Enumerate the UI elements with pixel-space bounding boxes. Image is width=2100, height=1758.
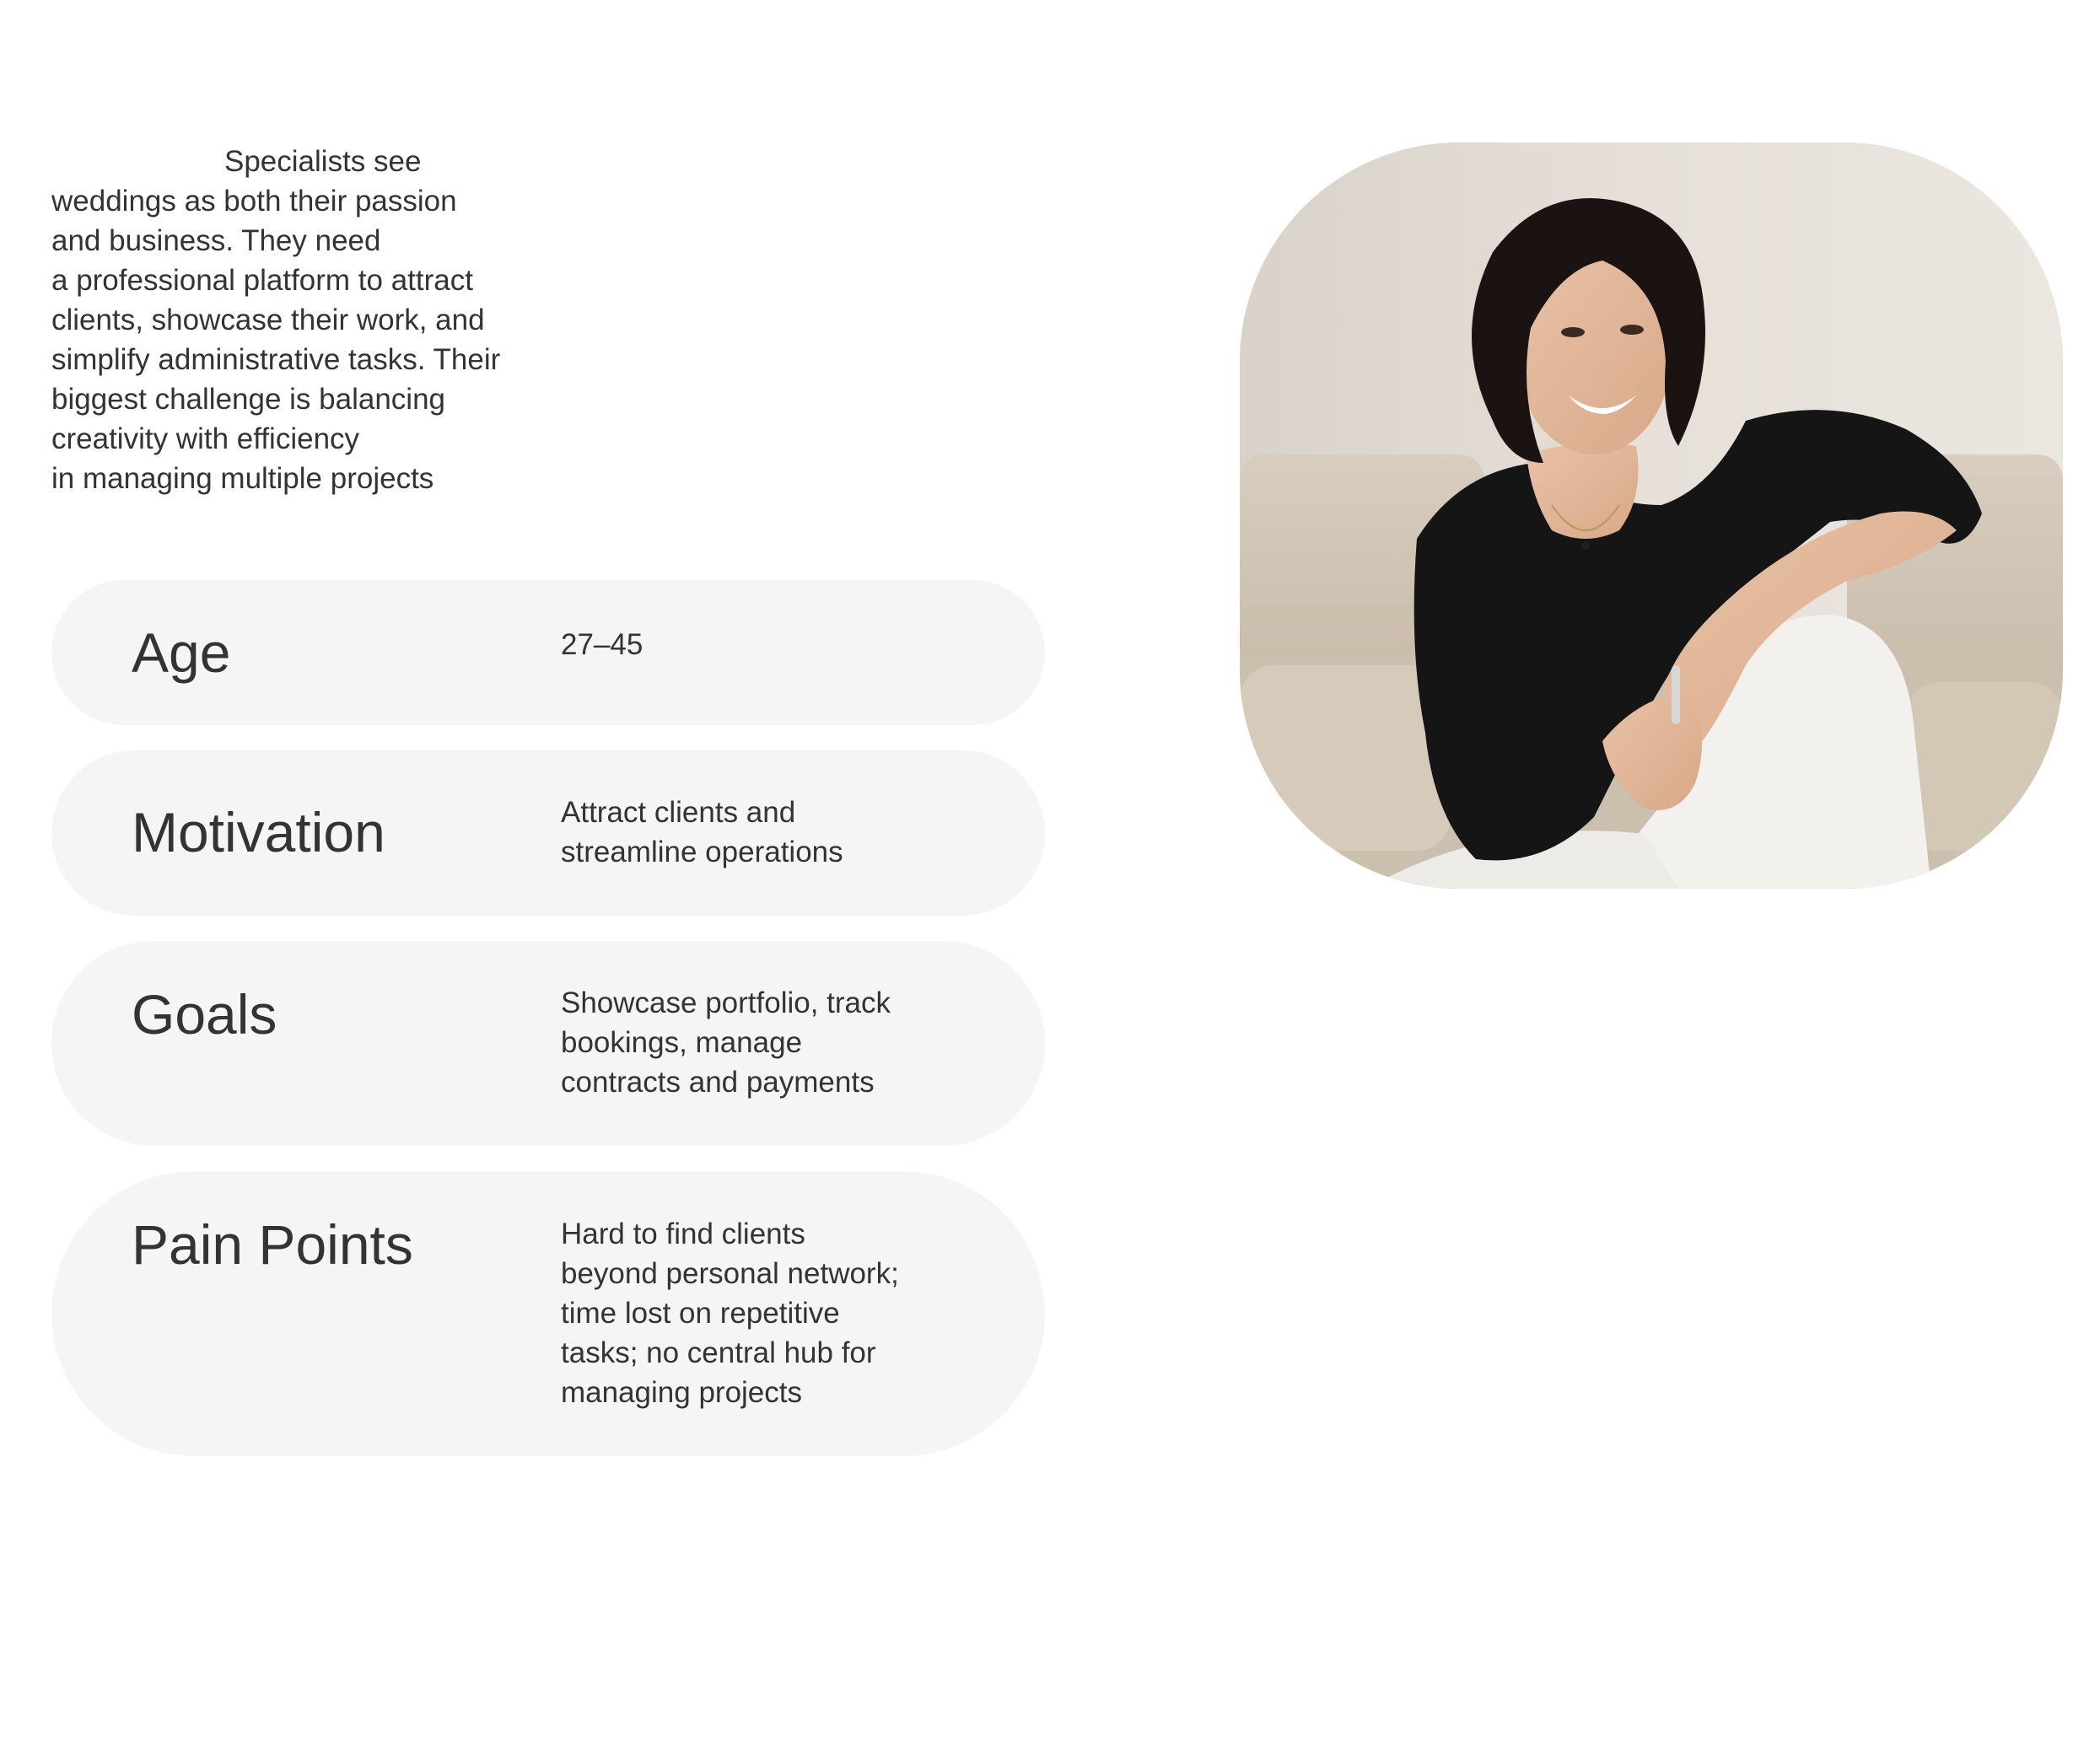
motivation-label: Motivation <box>132 801 385 863</box>
intro-line: Specialists see <box>224 145 422 178</box>
motivation-value-line: streamline operations <box>561 836 843 868</box>
pain-points-value <box>561 1214 899 1412</box>
pain-points-value-line: time lost on repetitive <box>561 1297 840 1330</box>
goals-value-line: bookings, manage <box>561 1026 803 1059</box>
intro-line: biggest challenge is balancing <box>51 383 445 416</box>
motivation-value <box>561 793 843 872</box>
pain-points-label: Pain Points <box>132 1213 413 1276</box>
pain-points-value-line: managing projects <box>561 1376 802 1409</box>
persona-photo <box>1240 142 2063 889</box>
intro-line: and business. They need <box>51 224 381 257</box>
intro-line: a professional platform to attract <box>51 264 473 297</box>
age-label: Age <box>132 621 231 684</box>
goals-value <box>561 983 891 1102</box>
goals-value-line: Showcase portfolio, track <box>561 987 891 1019</box>
pain-points-value-line: tasks; no central hub for <box>561 1336 876 1369</box>
pain-points-value-line: beyond personal network; <box>561 1257 899 1290</box>
goals-value-line: contracts and payments <box>561 1066 875 1099</box>
intro-line: clients, showcase their work, and <box>51 304 485 336</box>
age-value-line: 27–45 <box>561 628 643 661</box>
persona-photo-illustration <box>1240 142 2063 889</box>
motivation-value-line: Attract clients and <box>561 796 796 829</box>
goals-label: Goals <box>132 983 277 1046</box>
intro-line: in managing multiple projects <box>51 462 434 495</box>
intro-line: creativity with efficiency <box>51 422 360 455</box>
intro-paragraph <box>51 142 541 498</box>
intro-line: weddings as both their passion <box>51 185 457 218</box>
intro-line: simplify administrative tasks. Their <box>51 343 501 376</box>
pain-points-value-line: Hard to find clients <box>561 1218 805 1250</box>
age-value <box>561 625 643 664</box>
